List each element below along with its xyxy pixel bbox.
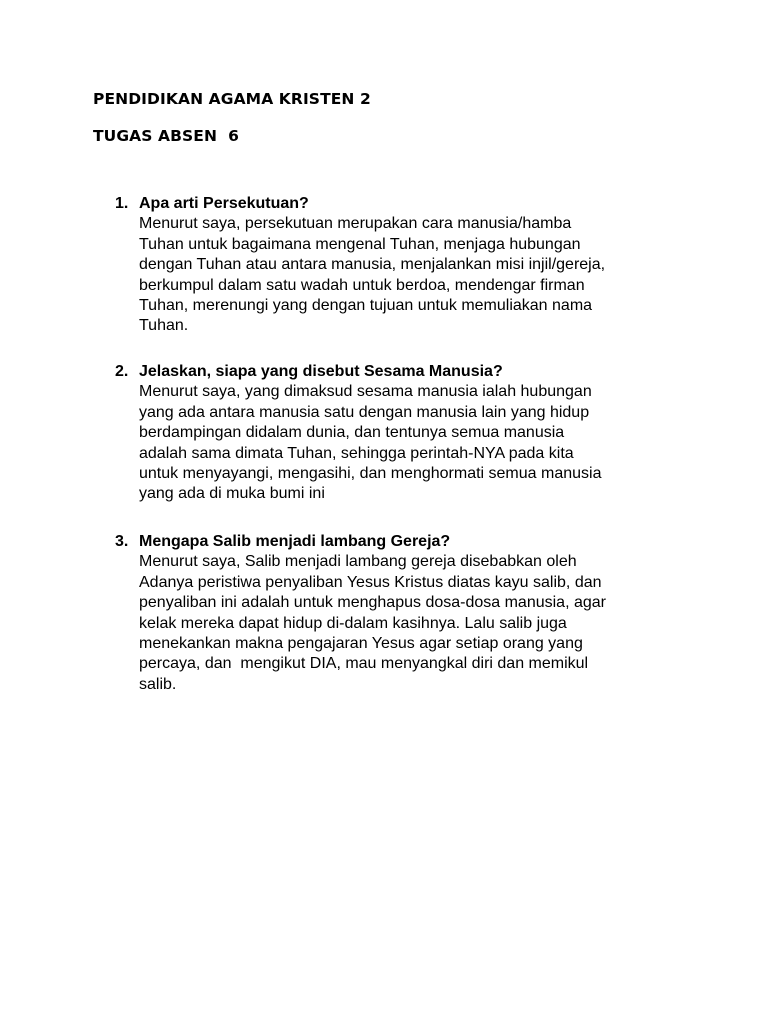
answer-line: Tuhan untuk bagaimana mengenal Tuhan, menjaga hubungan bbox=[139, 235, 581, 253]
answer-line: berdampingan didalam dunia, dan tentunya semua manusia bbox=[139, 424, 565, 442]
answer-line: untuk menyayangi, mengasihi, dan menghormati semua manusia bbox=[139, 465, 602, 483]
answer-line: percaya, dan mengikut DIA, mau menyangkal diri dan memikul bbox=[139, 655, 589, 673]
answer-line: yang ada di muka bumi ini bbox=[139, 485, 325, 503]
question-text: Apa arti Persekutuan? bbox=[139, 195, 309, 212]
answer-line: berkumpul dalam satu wadah untuk berdoa, mendengar firman bbox=[139, 276, 585, 294]
question-number: 1. bbox=[115, 195, 129, 212]
question-body bbox=[139, 532, 694, 695]
answer-line: dengan Tuhan atau antara manusia, menjalankan misi injil/gereja, bbox=[139, 256, 606, 274]
question-text: Mengapa Salib menjadi lambang Gereja? bbox=[139, 533, 451, 550]
answer-line: yang ada antara manusia satu dengan manusia lain yang hidup bbox=[139, 403, 590, 421]
answer-line: Menurut saya, Salib menjadi lambang gereja disebabkan oleh bbox=[139, 553, 577, 571]
question-body bbox=[139, 194, 694, 337]
answer-line: Tuhan. bbox=[139, 317, 189, 335]
answer-line: menekankan makna pengajaran Yesus agar setiap orang yang bbox=[139, 635, 583, 653]
question-number: 2. bbox=[115, 363, 129, 380]
answer-line: salib. bbox=[139, 675, 177, 693]
document-subtitle: TUGAS ABSEN 6 bbox=[93, 127, 239, 145]
document-title: PENDIDIKAN AGAMA KRISTEN 2 bbox=[93, 90, 371, 108]
question-number: 3. bbox=[115, 533, 129, 550]
answer-line: Menurut saya, persekutuan merupakan cara manusia/hamba bbox=[139, 215, 572, 233]
answer-line: adalah sama dimata Tuhan, sehingga perintah-NYA pada kita bbox=[139, 444, 574, 462]
question-text: Jelaskan, siapa yang disebut Sesama Manusia? bbox=[139, 363, 503, 380]
answer-line: Menurut saya, yang dimaksud sesama manusia ialah hubungan bbox=[139, 383, 592, 401]
answer-line: Tuhan, merenungi yang dengan tujuan untuk memuliakan nama bbox=[139, 297, 593, 315]
answer-line: Adanya peristiwa penyaliban Yesus Kristus diatas kayu salib, dan bbox=[139, 573, 602, 591]
answer-line: kelak mereka dapat hidup di-dalam kasihnya. Lalu salib juga bbox=[139, 614, 567, 632]
question-body bbox=[139, 362, 694, 505]
answer-line: penyaliban ini adalah untuk menghapus dosa-dosa manusia, agar bbox=[139, 594, 606, 612]
